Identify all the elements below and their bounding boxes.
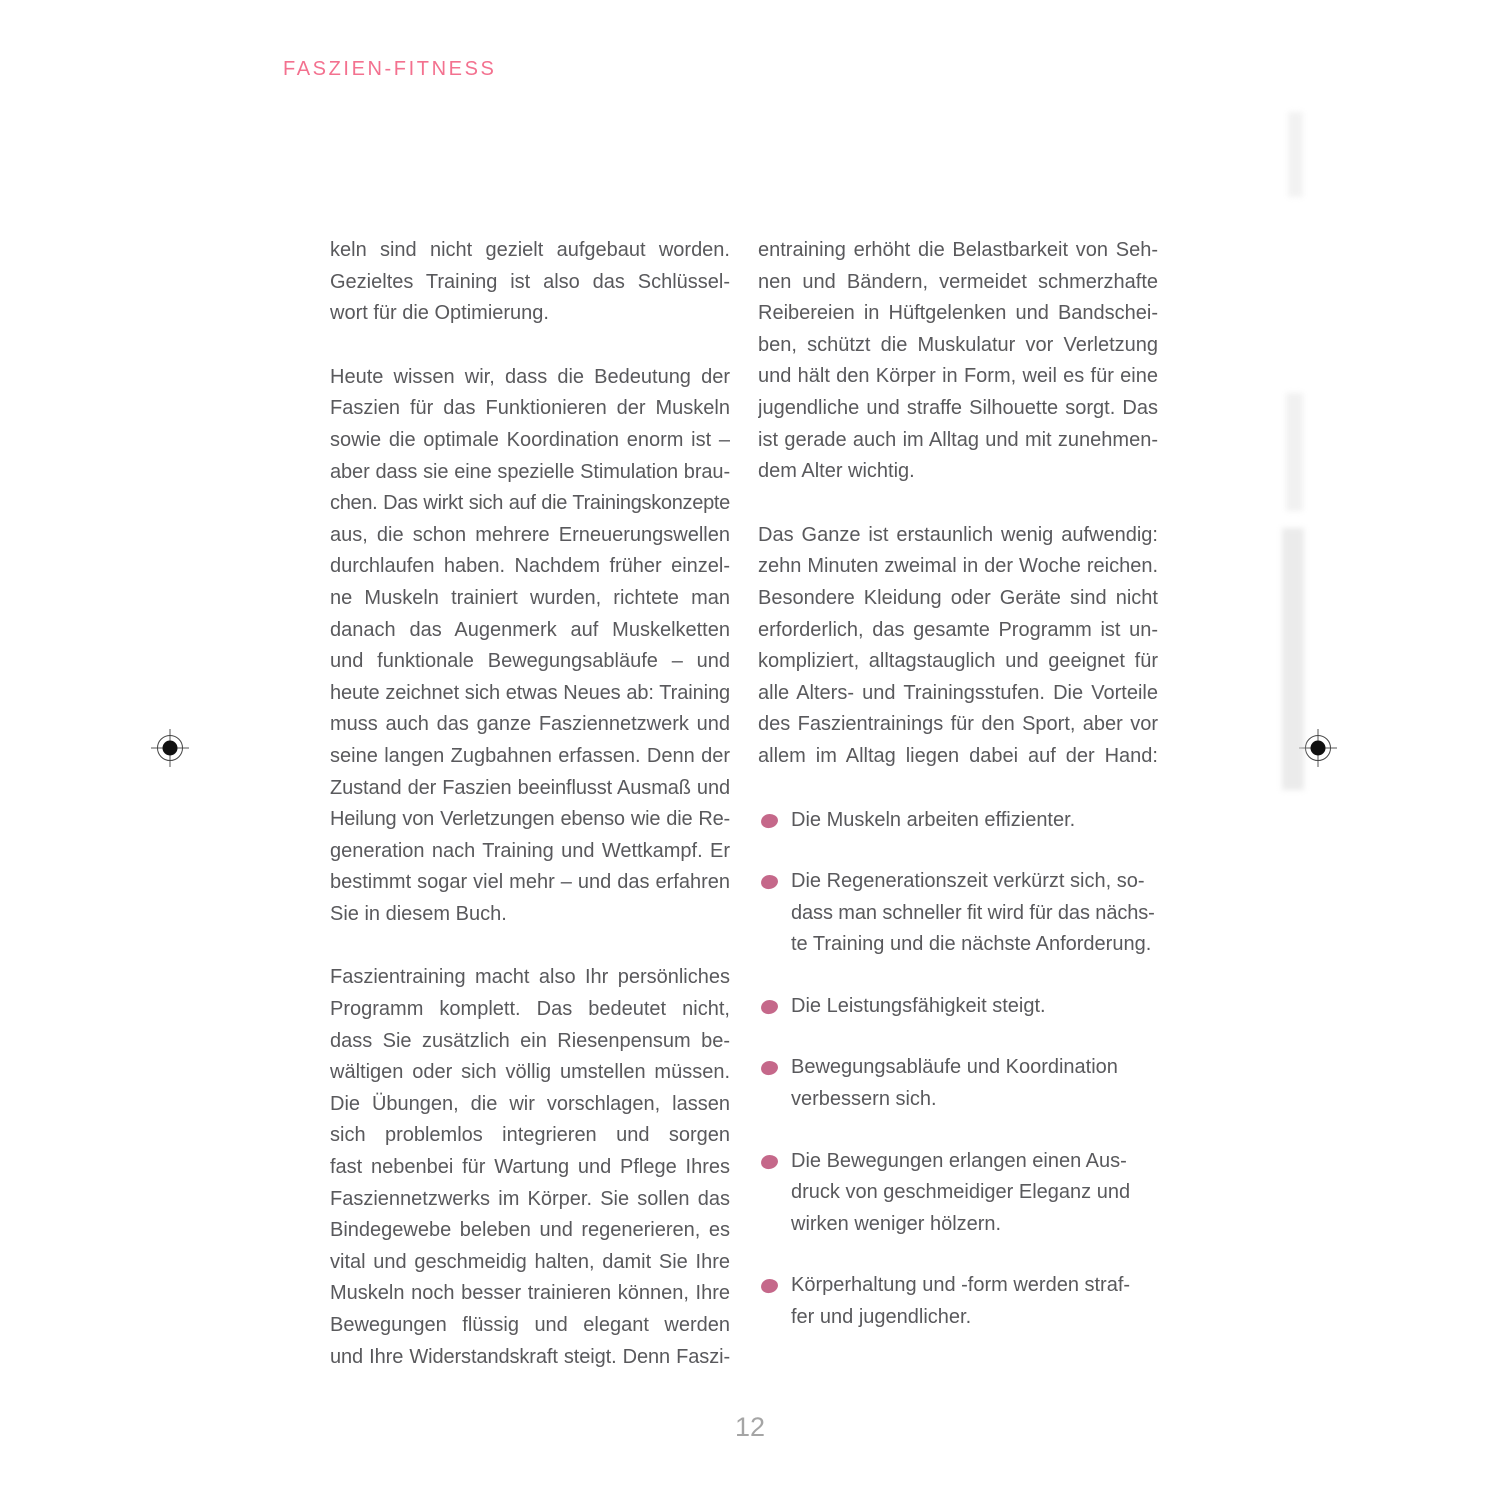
text-line: dass Sie zusätzlich ein Riesenpensum be- [330, 1029, 730, 1052]
bullet-item [758, 866, 1158, 961]
text-line: vital und geschmeidig halten, damit Sie Ihre [330, 1250, 730, 1273]
benefits-list [758, 805, 1158, 1334]
text-line: Bewegungen flüssig und elegant werden [330, 1314, 730, 1336]
text-line: keln sind nicht gezielt aufgebaut worden. [330, 239, 730, 261]
text-line: Die Übungen, die wir vorschlagen, lassen [330, 1092, 730, 1115]
text-line: Bewegungsabläufe und Koordination [791, 1056, 1118, 1079]
text-line: Muskeln noch besser trainieren können, Ihre [330, 1282, 730, 1305]
text-line: durchlaufen haben. Nachdem früher einzel- [330, 555, 730, 578]
text-line: dass man schneller fit wird für das nächs- [791, 901, 1155, 924]
bullet-item [758, 1052, 1158, 1115]
text-line: jugendliche und straffe Silhouette sorgt. Das [758, 396, 1158, 419]
text-line: te Training und die nächste Anforderung. [791, 933, 1152, 956]
bullet-item [758, 1270, 1158, 1333]
text-line: Gezieltes Training ist also das Schlüssel- [330, 270, 730, 293]
bullet-dot-icon [760, 1154, 778, 1170]
text-line: alle Alters- und Trainingsstufen. Die Vorteile [758, 681, 1158, 704]
paragraph [758, 235, 1158, 488]
text-line: Körperhaltung und -form werden straf- [791, 1274, 1131, 1297]
text-line: Heute wissen wir, dass die Bedeutung der [330, 365, 730, 388]
bullet-item [758, 991, 1158, 1023]
text-line: seine langen Zugbahnen erfassen. Denn der [330, 744, 730, 767]
text-line: Faszien für das Funktionieren der Muskeln [330, 397, 730, 420]
text-line: wirken weniger hölzern. [791, 1212, 1002, 1235]
bullet-text [791, 1052, 1158, 1115]
text-line: wältigen oder sich völlig umstellen müssen. [330, 1061, 730, 1084]
text-line: Bindegewebe beleben und regenerieren, es [330, 1219, 730, 1242]
text-line: allem im Alltag liegen dabei auf der Hand: [758, 744, 1158, 767]
text-line: ne Muskeln trainiert wurden, richtete man [330, 586, 730, 609]
text-line: generation nach Training und Wettkampf. Er [330, 839, 730, 862]
paragraph [758, 520, 1158, 773]
text-line: erforderlich, das gesamte Programm ist un- [758, 618, 1158, 641]
text-line: bestimmt sogar viel mehr – und das erfahren [330, 871, 730, 894]
text-line: Die Muskeln arbeiten effizienter. [791, 808, 1076, 831]
text-line: aber dass sie eine spezielle Stimulation brau- [330, 460, 730, 483]
text-line: danach das Augenmerk auf Muskelketten [330, 618, 730, 641]
text-line: und funktionale Bewegungsabläufe – und [330, 650, 730, 673]
text-line: druck von geschmeidiger Eleganz und [791, 1181, 1131, 1204]
text-line: Reibereien in Hüftgelenken und Bandschei- [758, 302, 1158, 325]
text-line: Die Bewegungen erlangen einen Aus- [791, 1149, 1127, 1172]
bullet-item [758, 805, 1158, 837]
registration-mark-icon [1298, 728, 1338, 768]
text-line: Zustand der Faszien beeinflusst Ausmaß und [330, 776, 730, 799]
text-line: ben, schützt die Muskulatur vor Verletzung [758, 333, 1158, 356]
text-line: Programm komplett. Das bedeutet nicht, [330, 998, 730, 1021]
left-column [330, 235, 730, 1405]
bullet-text [791, 1146, 1158, 1241]
text-line: Faszientraining macht also Ihr persönliches [330, 966, 730, 989]
text-line: ist gerade auch im Alltag und mit zunehmen- [758, 428, 1158, 451]
text-line: entraining erhöht die Belastbarkeit von Seh- [758, 239, 1158, 261]
paragraph [330, 962, 730, 1373]
text-line: verbessern sich. [791, 1088, 937, 1111]
text-line: fer und jugendlicher. [791, 1306, 972, 1329]
page-header-title: FASZIEN-FITNESS [283, 58, 497, 80]
text-line: fast nebenbei für Wartung und Pflege Ihres [330, 1156, 730, 1179]
bullet-text [791, 805, 1158, 837]
bullet-item [758, 1146, 1158, 1241]
text-line: Die Regenerationszeit verkürzt sich, so- [791, 870, 1145, 893]
bullet-text [791, 1270, 1158, 1333]
text-line: Sie in diesem Buch. [330, 902, 507, 925]
text-line: aus, die schon mehrere Erneuerungswellen [330, 523, 730, 546]
scan-artifact [1286, 393, 1303, 511]
text-line: chen. Das wirkt sich auf die Trainingskonzepte [330, 492, 730, 515]
bullet-text [791, 866, 1158, 961]
text-line: und Ihre Widerstandskraft steigt. Denn Faszi- [330, 1345, 730, 1368]
bullet-dot-icon [760, 874, 778, 890]
text-line: heute zeichnet sich etwas Neues ab: Training [330, 681, 730, 704]
page-number: 12 [734, 1412, 766, 1442]
bullet-text [791, 991, 1158, 1023]
text-line: muss auch das ganze Fasziennetzwerk und [330, 713, 730, 736]
text-line: kompliziert, alltagstauglich und geeignet für [758, 650, 1158, 673]
text-line: Die Leistungsfähigkeit steigt. [791, 994, 1046, 1017]
text-line: Das Ganze ist erstaunlich wenig aufwendig: [758, 523, 1158, 546]
paragraph [330, 235, 730, 330]
text-line: Besondere Kleidung oder Geräte sind nicht [758, 586, 1158, 609]
text-line: zehn Minuten zweimal in der Woche reichen. [758, 555, 1158, 578]
text-line: Heilung von Verletzungen ebenso wie die Re- [330, 808, 730, 831]
right-column [758, 235, 1158, 1364]
paragraph [330, 362, 730, 931]
text-line: des Faszientrainings für den Sport, aber vor [758, 713, 1158, 736]
bullet-dot-icon [760, 999, 778, 1015]
text-line: dem Alter wichtig. [758, 460, 915, 483]
scan-artifact [1288, 112, 1303, 197]
bullet-dot-icon [760, 1061, 778, 1077]
text-line: sich problemlos integrieren und sorgen [330, 1124, 730, 1147]
bullet-dot-icon [760, 1279, 778, 1295]
registration-mark-icon [150, 728, 190, 768]
text-line: sowie die optimale Koordination enorm ist – [330, 428, 730, 451]
text-line: wort für die Optimierung. [330, 302, 549, 325]
text-line: und hält den Körper in Form, weil es für eine [758, 365, 1158, 388]
text-line: nen und Bändern, vermeidet schmerzhafte [758, 270, 1158, 293]
bullet-dot-icon [760, 813, 778, 829]
text-line: Fasziennetzwerks im Körper. Sie sollen das [330, 1187, 730, 1210]
